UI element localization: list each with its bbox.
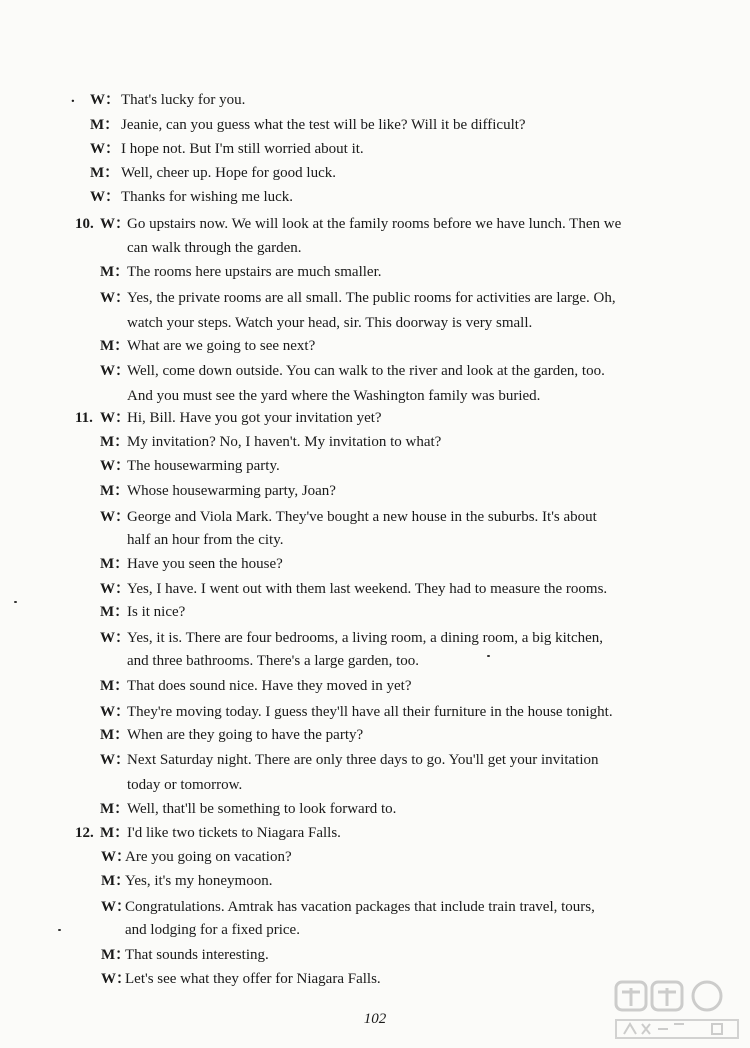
speaker-label: M： [100,434,130,450]
question-number: 10. [75,216,94,232]
scan-speck [14,601,17,603]
speaker-label: M： [101,947,131,963]
line-text: Whose housewarming party, Joan? [127,483,336,499]
line-text: Jeanie, can you guess what the test will be like? Will it be difficult? [121,117,526,133]
line-text: Yes, the private rooms are all small. The public rooms for activities are large. Oh, [127,290,616,306]
speaker-label: W： [100,410,131,426]
line-text: Let's see what they offer for Niagara Falls. [125,971,381,987]
speaker-label: W： [90,92,121,108]
line-text: Well, come down outside. You can walk to the river and look at the garden, too. [127,363,605,379]
speaker-label: M： [100,604,130,620]
line-text: The rooms here upstairs are much smaller. [127,264,382,280]
speaker-label: M： [100,264,130,280]
line-text: Yes, it is. There are four bedrooms, a living room, a dining room, a big kitchen, [127,630,604,646]
speaker-label: W： [100,581,131,597]
speaker-label: W： [100,363,131,379]
line-text: I hope not. But I'm still worried about it. [121,141,364,157]
speaker-label: W： [100,458,131,474]
speaker-label: M： [90,117,120,133]
speaker-label: W： [100,216,131,232]
line-text: Congratulations. Amtrak has vacation packages that include train travel, tours, [125,899,595,915]
scan-speck [58,929,61,931]
line-text: I'd like two tickets to Niagara Falls. [127,825,341,841]
line-text: When are they going to have the party? [127,727,364,743]
line-text: and three bathrooms. There's a large garden, too. [127,653,420,669]
watermark-logo [612,978,742,1042]
line-text: Well, that'll be something to look forward to. [127,801,397,817]
speaker-label: M： [90,165,120,181]
speaker-label: M： [100,825,130,841]
line-text: Yes, it's my honeymoon. [125,873,273,889]
question-number: 12. [75,825,94,841]
speaker-label: M： [100,338,130,354]
line-text: Are you going on vacation? [125,849,292,865]
speaker-label: W： [101,849,132,865]
line-text: That sounds interesting. [125,947,269,963]
line-text: Thanks for wishing me luck. [121,189,294,205]
speaker-label: W： [101,899,132,915]
page-number: 102 [363,1011,387,1027]
speaker-label: M： [100,678,130,694]
line-text: My invitation? No, I haven't. My invitation to what? [127,434,442,450]
line-text: That's lucky for you. [121,92,246,108]
scan-speck [487,655,490,657]
speaker-label: W： [101,971,132,987]
line-text: The housewarming party. [127,458,280,474]
line-text: George and Viola Mark. They've bought a new house in the suburbs. It's about [127,509,597,525]
question-number: 11. [75,410,93,426]
line-text: Yes, I have. I went out with them last weekend. They had to measure the rooms. [127,581,608,597]
line-text: can walk through the garden. [127,240,302,256]
line-text: half an hour from the city. [127,532,284,548]
stray-mark: . [71,90,75,106]
speaker-label: M： [100,483,130,499]
speaker-label: W： [90,141,121,157]
line-text: Next Saturday night. There are only three days to go. You'll get your invitation [127,752,599,768]
line-text: Go upstairs now. We will look at the family rooms before we have lunch. Then we [127,216,622,232]
line-text: They're moving today. I guess they'll have all their furniture in the house tonight. [127,704,613,720]
line-text: Hi, Bill. Have you got your invitation yet? [127,410,382,426]
line-text: Well, cheer up. Hope for good luck. [121,165,336,181]
line-text: That does sound nice. Have they moved in yet? [127,678,412,694]
speaker-label: M： [101,873,131,889]
line-text: What are we going to see next? [127,338,316,354]
line-text: Have you seen the house? [127,556,283,572]
speaker-label: M： [100,801,130,817]
line-text: and lodging for a fixed price. [125,922,300,938]
line-text: Is it nice? [127,604,186,620]
speaker-label: W： [100,752,131,768]
speaker-label: M： [100,556,130,572]
line-text: today or tomorrow. [127,777,243,793]
speaker-label: W： [100,290,131,306]
speaker-label: M： [100,727,130,743]
speaker-label: W： [90,189,121,205]
line-text: And you must see the yard where the Washington family was buried. [127,388,541,404]
speaker-label: W： [100,704,131,720]
line-text: watch your steps. Watch your head, sir. This doorway is very small. [127,315,533,331]
speaker-label: W： [100,630,131,646]
speaker-label: W： [100,509,131,525]
